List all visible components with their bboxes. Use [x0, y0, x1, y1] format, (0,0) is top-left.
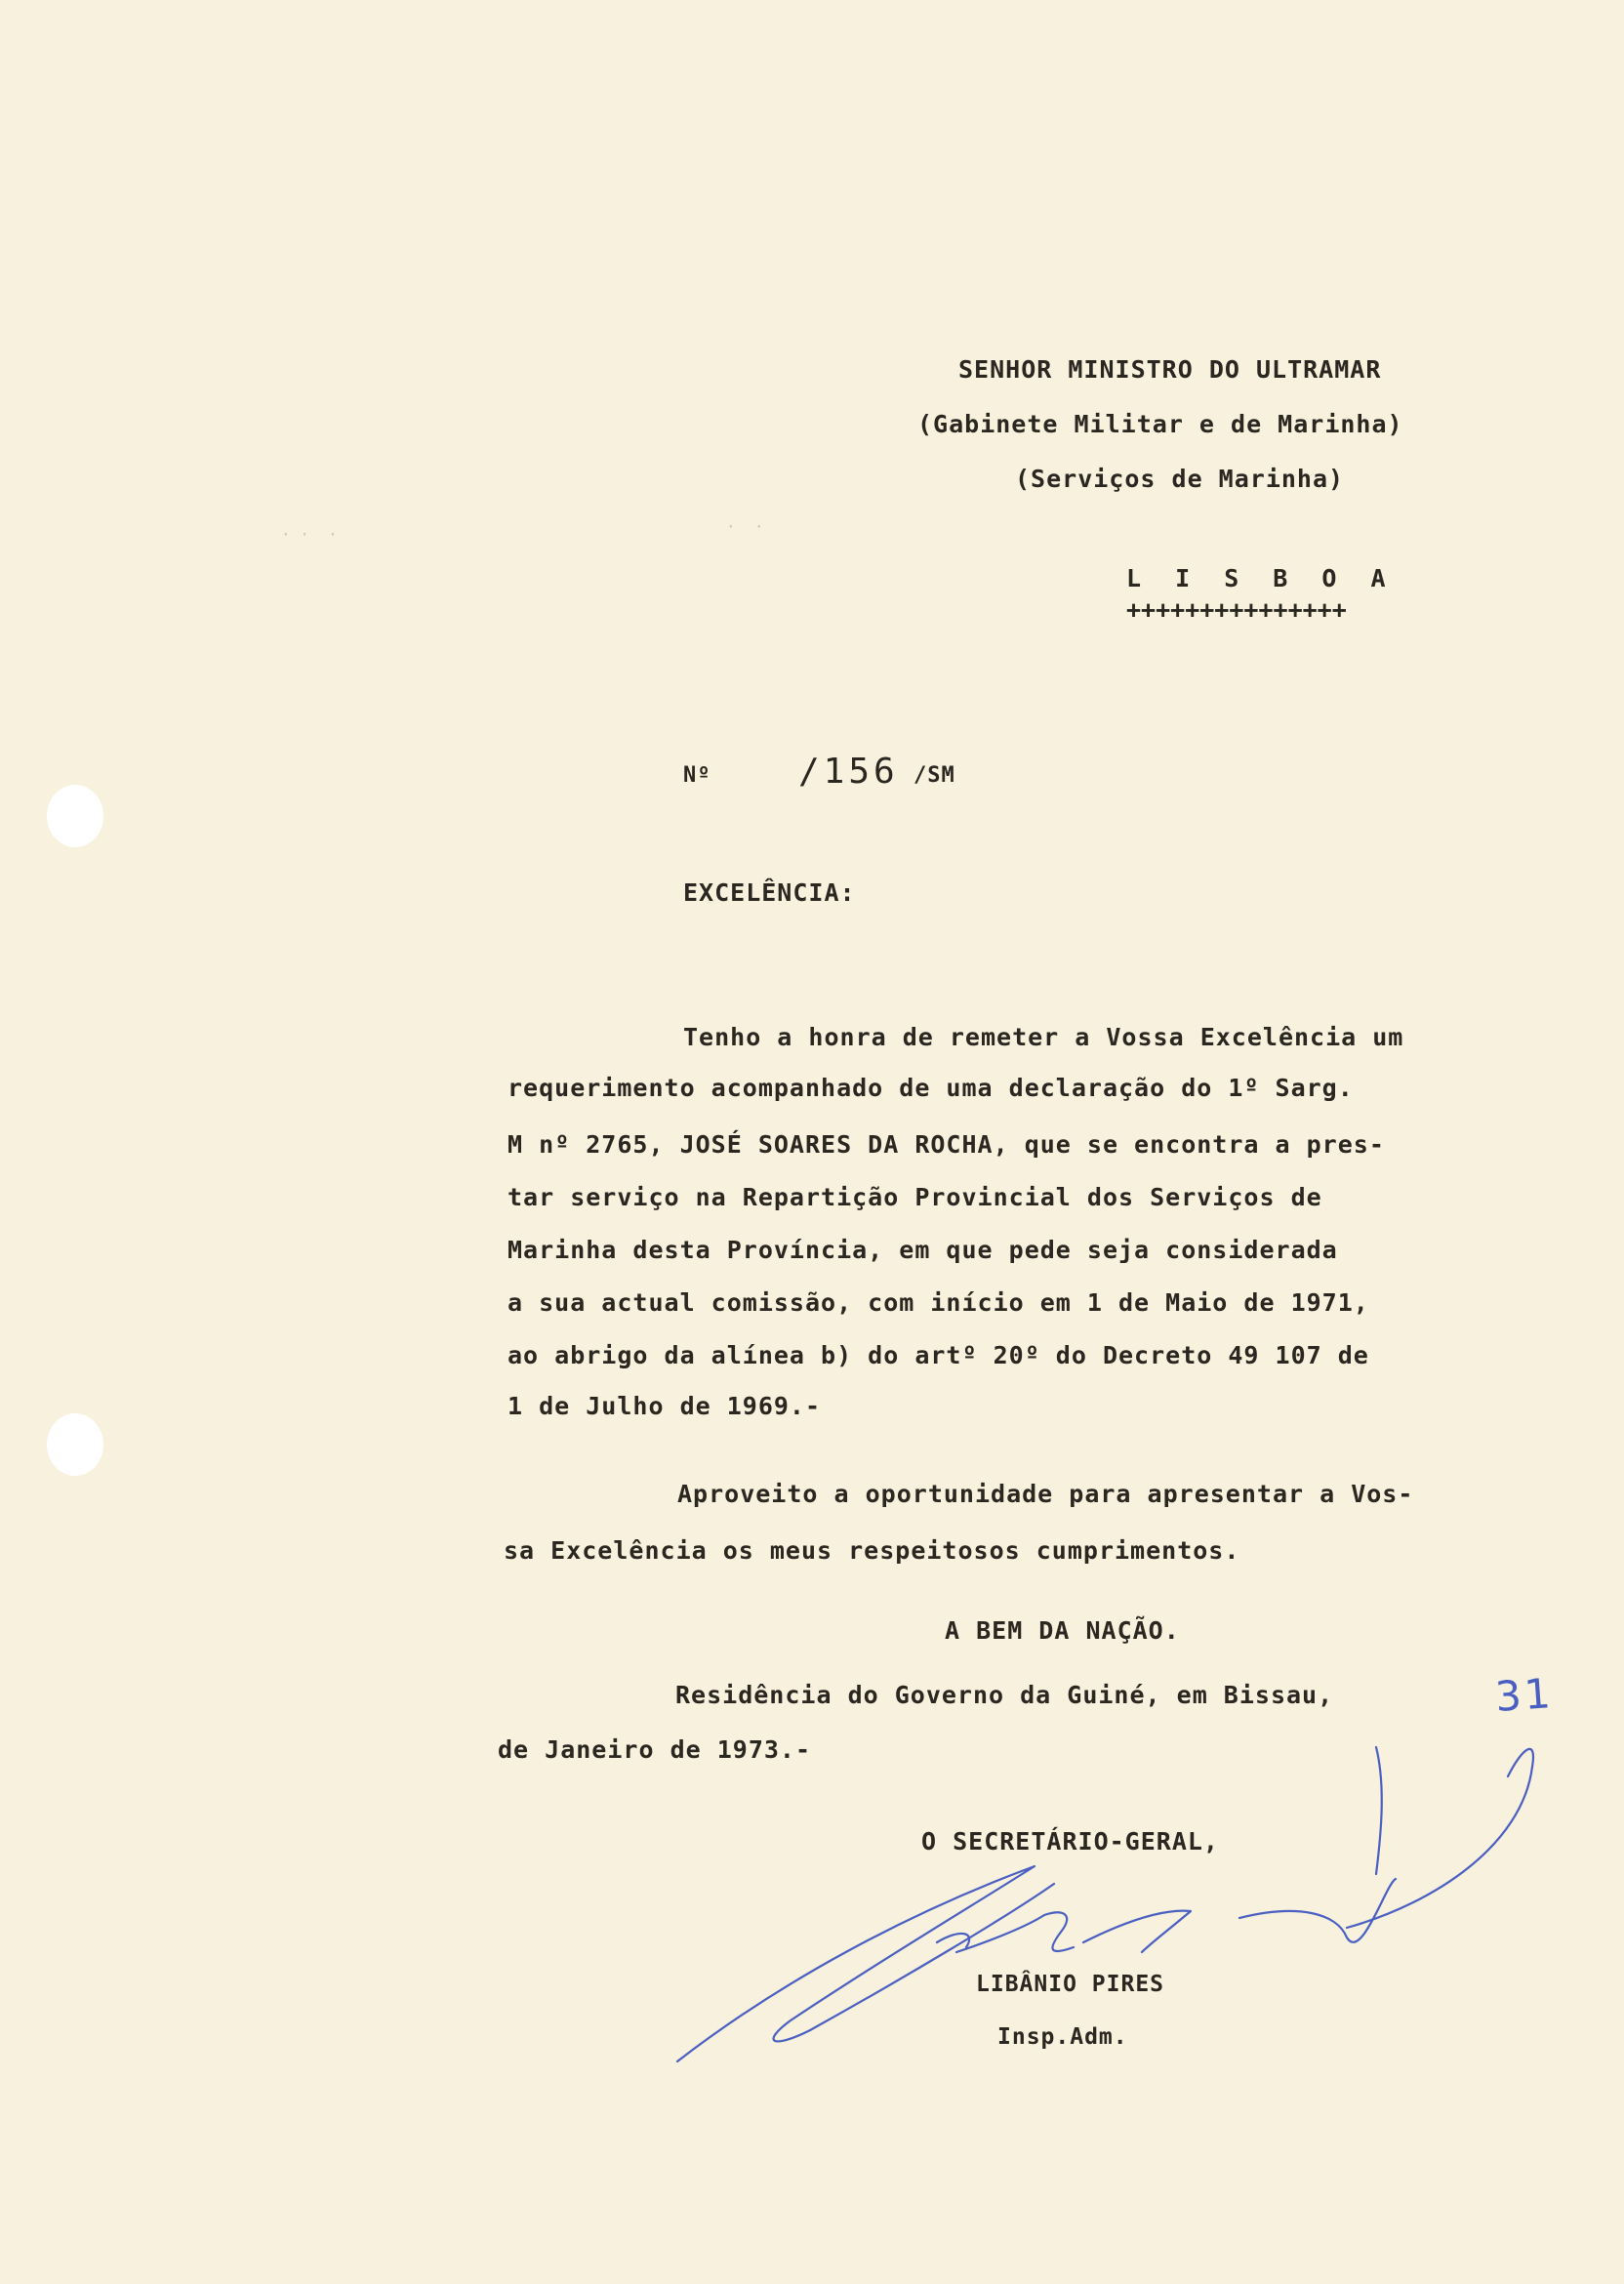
body-line: tar serviço na Repartição Provincial dos Serviços de	[508, 1183, 1322, 1211]
closing-place-line-2: de Janeiro de 1973.-	[498, 1735, 812, 1764]
signature-stroke	[1376, 1747, 1382, 1874]
closing-place-line-1: Residência do Governo da Guiné, em Bissau,	[675, 1681, 1334, 1709]
body-line: ao abrigo da alínea b) do artº 20º do Decreto 49 107 de	[508, 1341, 1369, 1369]
city-underline: +++++++++++++++	[1126, 595, 1347, 624]
closing-motto: A BEM DA NAÇÃO.	[945, 1616, 1180, 1645]
reference-prefix: Nº	[683, 763, 711, 788]
addressee-line-1: SENHOR MINISTRO DO ULTRAMAR	[958, 355, 1382, 384]
body-line: a sua actual comissão, com início em 1 de Maio de 1971,	[508, 1288, 1369, 1317]
addressee-line-2: (Gabinete Militar e de Marinha)	[917, 410, 1403, 438]
reference-suffix: /SM	[914, 763, 955, 788]
body-line: Aproveito a oportunidade para apresentar a Vos-	[677, 1480, 1414, 1508]
show-through-mark: · ·	[726, 517, 764, 536]
body-line: 1 de Julho de 1969.-	[508, 1392, 822, 1420]
reference-number: /156	[798, 752, 899, 792]
body-line: Marinha desta Província, em que pede seja considerada	[508, 1236, 1338, 1264]
signatory-title: O SECRETÁRIO-GERAL,	[921, 1827, 1219, 1856]
addressee-line-3: (Serviços de Marinha)	[1015, 465, 1345, 493]
signature-stroke	[937, 1934, 969, 1947]
punch-hole-top	[47, 785, 103, 847]
signature-stroke	[1083, 1911, 1191, 1952]
body-line: M nº 2765, JOSÉ SOARES DA ROCHA, que se encontra a pres-	[508, 1130, 1385, 1159]
signatory-name: LIBÂNIO PIRES	[976, 1972, 1165, 1997]
body-line: Tenho a honra de remeter a Vossa Excelência um	[683, 1023, 1404, 1051]
body-line: sa Excelência os meus respeitosos cumprimentos.	[504, 1536, 1240, 1565]
salutation: EXCELÊNCIA:	[683, 878, 856, 907]
signature-stroke	[956, 1912, 1074, 1952]
signatory-role: Insp.Adm.	[997, 2024, 1128, 2050]
addressee-city: L I S B O A	[1126, 564, 1396, 592]
closing-day-handwritten: 31	[1493, 1668, 1556, 1722]
signature-stroke	[1347, 1749, 1533, 1928]
body-line: requerimento acompanhado de uma declaração do 1º Sarg.	[508, 1074, 1354, 1102]
punch-hole-bottom	[47, 1413, 103, 1476]
show-through-mark: · · ·	[281, 525, 338, 544]
signature-stroke	[1239, 1879, 1396, 1942]
